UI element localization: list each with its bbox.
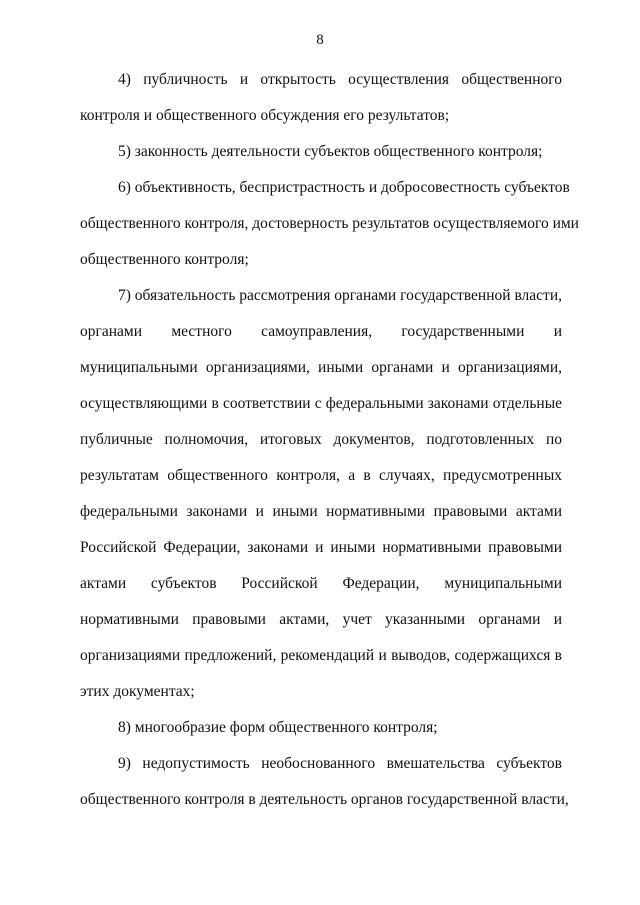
text-line: 8) многообразие форм общественного контроля; xyxy=(118,719,438,736)
text-line: нормативными правовыми актами, учет указанными органами и xyxy=(80,611,562,628)
body-text xyxy=(80,62,579,818)
text-line: 4) публичность и открытость осуществления общественного xyxy=(118,71,562,88)
text-line: муниципальными организациями, иными органами и организациями, xyxy=(80,359,562,376)
text-line: Российской Федерации, законами и иными нормативными правовыми xyxy=(80,539,562,556)
text-line: органами местного самоуправления, государственными и xyxy=(80,323,562,340)
text-line: актами субъектов Российской Федерации, муниципальными xyxy=(80,575,562,592)
page-number: 8 xyxy=(316,32,324,48)
text-line: 9) недопустимость необоснованного вмешательства субъектов xyxy=(118,755,562,772)
text-line: общественного контроля; xyxy=(80,251,249,268)
text-line: федеральными законами и иными нормативными правовыми актами xyxy=(80,503,562,520)
text-line: 7) обязательность рассмотрения органами государственной власти, xyxy=(118,287,562,304)
text-line: 6) объективность, беспристрастность и добросовестность субъектов xyxy=(118,179,570,196)
text-line: результатам общественного контроля, а в случаях, предусмотренных xyxy=(80,467,562,484)
text-line: 5) законность деятельности субъектов общественного контроля; xyxy=(118,143,543,160)
text-line: общественного контроля в деятельность органов государственной власти, xyxy=(80,791,569,808)
text-line: осуществляющими в соответствии с федеральными законами отдельные xyxy=(80,395,562,412)
text-line: общественного контроля, достоверность результатов осуществляемого ими xyxy=(80,215,579,232)
text-line: организациями предложений, рекомендаций и выводов, содержащихся в xyxy=(80,647,562,664)
text-line: публичные полномочия, итоговых документов, подготовленных по xyxy=(80,431,562,448)
text-line: контроля и общественного обсуждения его результатов; xyxy=(80,107,450,124)
text-line: этих документах; xyxy=(80,683,195,700)
